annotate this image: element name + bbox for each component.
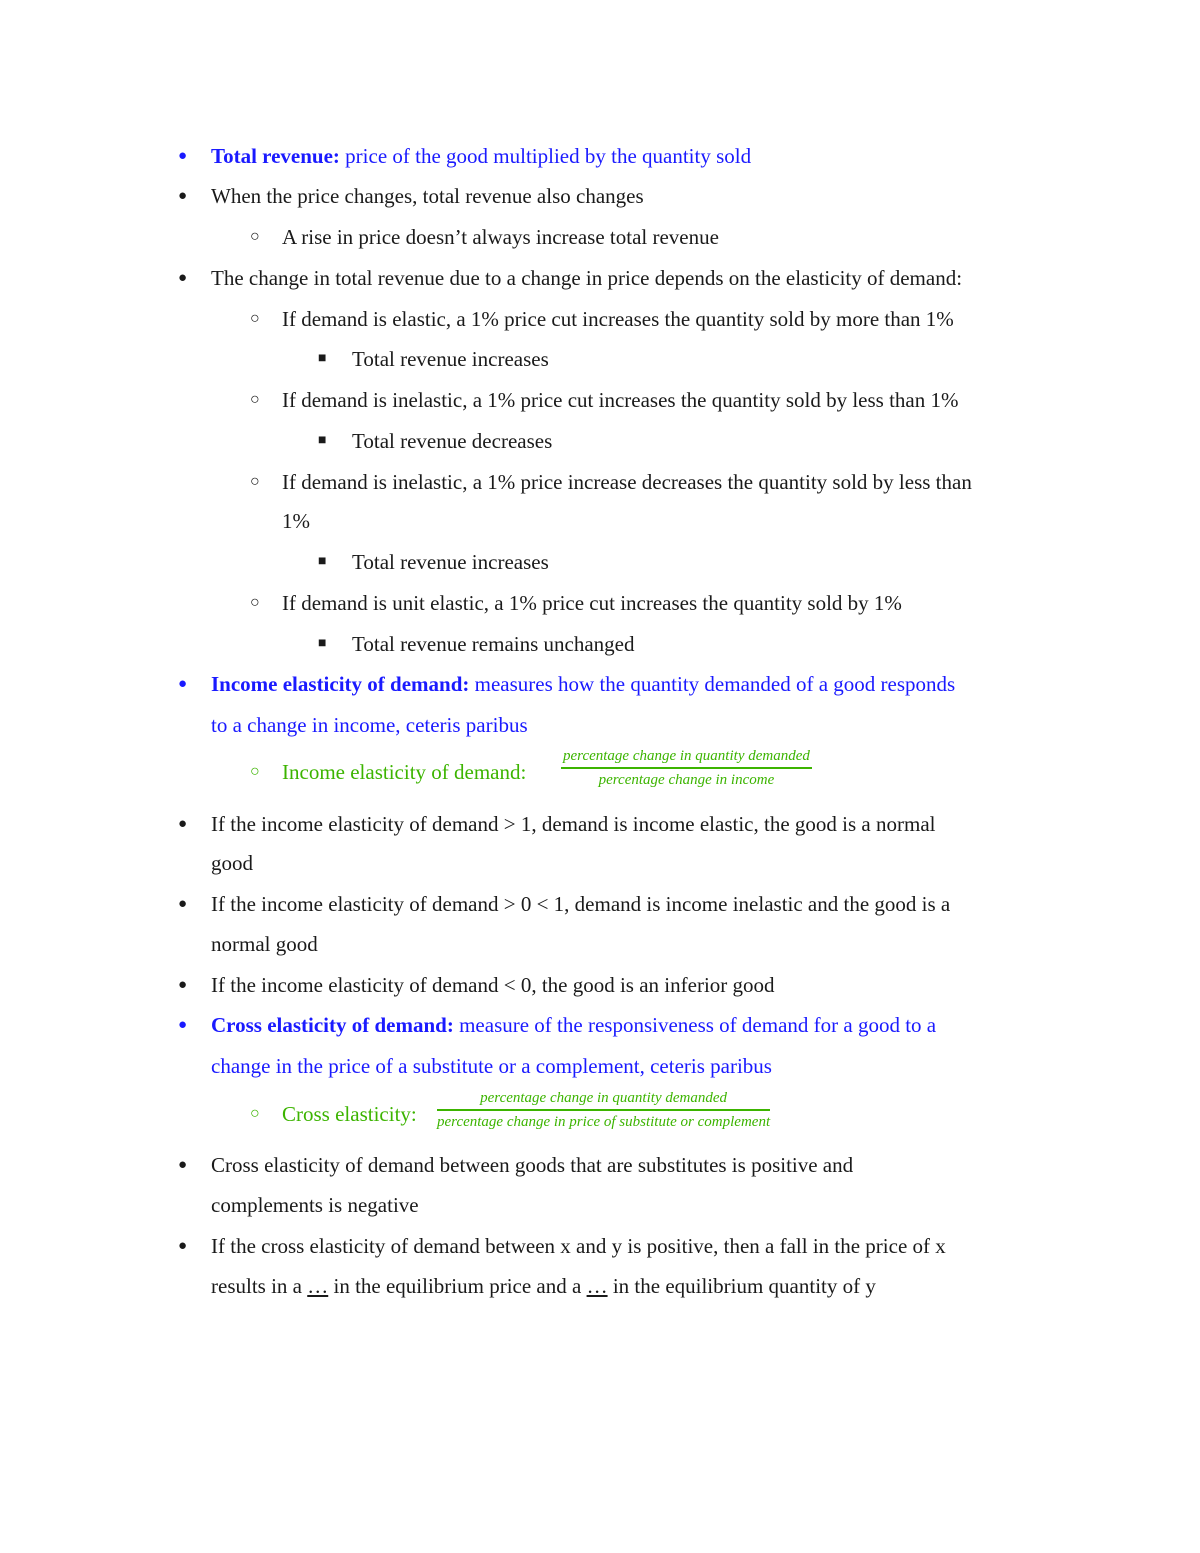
list-item-text: Total revenue increases (352, 347, 549, 371)
list-item-text: A rise in price doesn’t always increase total revenue (282, 225, 719, 249)
list-item-text: 1% (282, 509, 310, 533)
list-item-text: If the income elasticity of demand > 0 < 1, demand is income inelastic and the good is a (211, 892, 951, 916)
term-cross-elasticity: Cross elasticity of demand: (211, 1013, 454, 1037)
list-item-text: If the income elasticity of demand > 1, demand is income elastic, the good is a normal (211, 812, 936, 836)
list-item-text: The change in total revenue due to a change in price depends on the elasticity of demand: (211, 266, 963, 290)
list-item-text: Cross elasticity of demand between goods that are substitutes is positive and (211, 1153, 854, 1177)
fraction-numerator: percentage change in quantity demanded (561, 748, 812, 769)
fraction-denominator: percentage change in income (598, 772, 775, 788)
list-item-text (211, 1272, 876, 1300)
document-page: ● Total revenue: price of the good multiplied by the quantity sold ● When the price changes, total revenue also changes ○ A rise in price doesn’t always increase total revenue ● The change in total revenue due to a change in price depends on the elasticity of demand: ○ If demand is elastic, a 1% price cut increases the quantity sold by more than 1% ■ Total revenue increases ○ If demand is inelastic, a 1% price cut increases the quantity sold by less than 1% ■ Total revenue decreases ○ If demand is inelastic, a 1% price increase decreases the quantity sold by less than 1% ■ Total revenue increases ○ If demand is unit elastic, a 1% price cut increases the quantity sold by 1% ■ Total revenue remains unchanged ● Income elasticity of demand: measures how the quantity demanded of a good responds to a change in income, ceteris paribus ○ Income elasticity of demand: $\frac{\text{percentage change in quantity demanded}}{\text{percentage change in income}}$ ● If the income elasticity of demand > 1, demand is income elastic, the good is a normal good ● If the income elasticity of demand > 0 < 1, demand is income inelastic and the good is a normal good ● If the income elasticity of demand < 0, the good is an inferior good ● Cross elasticity of demand: measure of the responsiveness of demand for a good to a change in the price of a substitute or a complement, ceteris paribus ○ Cross elasticity: $\frac{\text{percentage change in quantity demanded}}{\text{percentage change in price of substitute or complement}}$ ● Cross elasticity of demand between goods that are substitutes is positive and complements is negative ● If the cross elasticity of demand between x and y is positive, then a fall in the price of x results in a … in the equilibrium price and a … in the equilibrium quantity of y (178, 144, 972, 1298)
fill-in-blank: … (307, 1274, 329, 1298)
income-elasticity-formula (561, 750, 812, 791)
list-item-text: If demand is elastic, a 1% price cut increases the quantity sold by more than 1% (282, 307, 954, 331)
formula-label: Cross elasticity: (282, 1102, 417, 1126)
list-item-text (211, 142, 751, 170)
text-segment: results in a (211, 1274, 308, 1298)
list-item-text: Total revenue increases (352, 550, 549, 574)
term-total-revenue: Total revenue: (211, 144, 340, 168)
fraction (437, 1090, 770, 1131)
list-item-text: normal good (211, 932, 318, 956)
definition-text: measure of the responsiveness of demand for a good to a (453, 1013, 937, 1037)
list-item-text: complements is negative (211, 1193, 419, 1217)
list-item-text: If demand is inelastic, a 1% price increase decreases the quantity sold by less than (282, 470, 972, 494)
text-segment: in the equilibrium quantity of y (607, 1274, 876, 1298)
definition-text: change in the price of a substitute or a complement, ceteris paribus (211, 1054, 772, 1078)
fill-in-blank: … (586, 1274, 608, 1298)
fraction-numerator: percentage change in quantity demanded (437, 1090, 770, 1111)
formula-label: Income elasticity of demand: (282, 760, 527, 784)
list-item-text (211, 670, 955, 698)
list-item-text: If the cross elasticity of demand between x and y is positive, then a fall in the price of x (211, 1234, 946, 1258)
list-item-text: Total revenue decreases (352, 429, 553, 453)
list-item-text (211, 1011, 936, 1039)
fraction (561, 748, 812, 789)
definition-text: to a change in income, ceteris paribus (211, 713, 528, 737)
list-item-text: If demand is inelastic, a 1% price cut increases the quantity sold by less than 1% (282, 388, 959, 412)
list-item-text: If the income elasticity of demand < 0, the good is an inferior good (211, 973, 775, 997)
fraction-denominator: percentage change in price of substitute or complement (437, 1114, 771, 1130)
term-income-elasticity: Income elasticity of demand: (211, 672, 470, 696)
definition-text: measures how the quantity demanded of a good responds (469, 672, 956, 696)
cross-elasticity-formula (437, 1092, 770, 1133)
list-item-text: Total revenue remains unchanged (352, 632, 635, 656)
definition-text: price of the good multiplied by the quantity sold (339, 144, 752, 168)
text-segment: in the equilibrium price and a (328, 1274, 587, 1298)
list-item-text: When the price changes, total revenue also changes (211, 184, 644, 208)
list-item-text: good (211, 851, 253, 875)
list-item-text: If demand is unit elastic, a 1% price cut increases the quantity sold by 1% (282, 591, 902, 615)
